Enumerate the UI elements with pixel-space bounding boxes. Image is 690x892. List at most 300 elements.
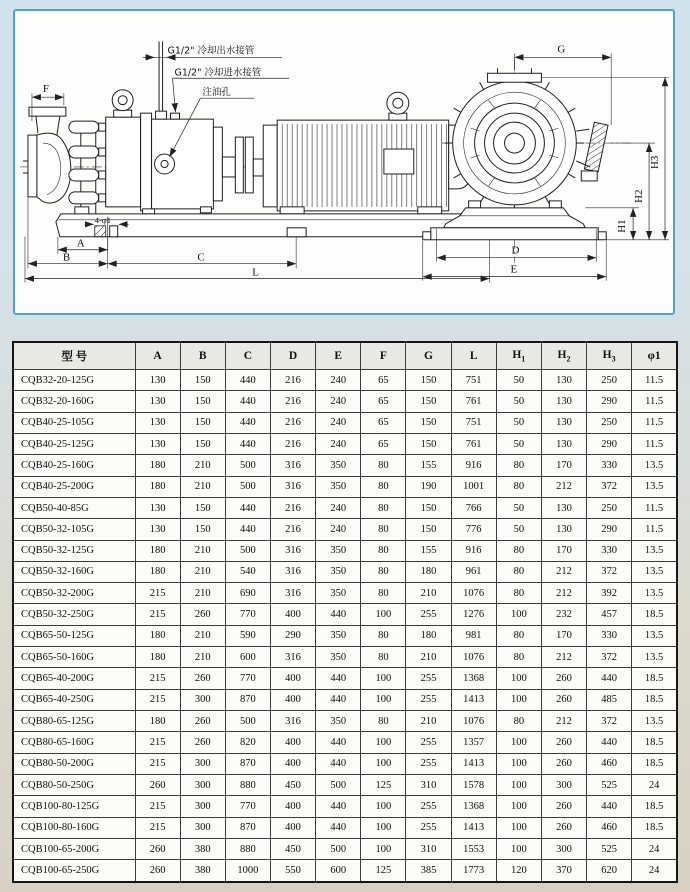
value-cell: 440 <box>587 732 632 753</box>
value-cell: 820 <box>225 732 270 753</box>
column-header: F <box>361 342 406 370</box>
value-cell: 1773 <box>451 860 496 882</box>
value-cell: 150 <box>406 497 451 518</box>
value-cell: 250 <box>587 497 632 518</box>
value-cell: 80 <box>361 561 406 582</box>
value-cell: 18.5 <box>632 604 677 625</box>
value-cell: 100 <box>361 689 406 710</box>
value-cell: 400 <box>270 817 315 838</box>
value-cell: 18.5 <box>632 796 677 817</box>
value-cell: 18.5 <box>632 732 677 753</box>
column-header: A <box>135 342 180 370</box>
value-cell: 216 <box>270 370 315 391</box>
value-cell: 215 <box>135 732 180 753</box>
dim-C-label: C <box>197 251 205 264</box>
value-cell: 240 <box>316 412 361 433</box>
table-row <box>13 391 677 412</box>
value-cell: 11.5 <box>632 412 677 433</box>
value-cell: 1001 <box>451 476 496 497</box>
model-cell: CQB100-80-160G <box>13 817 135 838</box>
value-cell: 100 <box>361 817 406 838</box>
value-cell: 500 <box>316 838 361 859</box>
value-cell: 100 <box>496 753 541 774</box>
value-cell: 290 <box>587 433 632 454</box>
value-cell: 180 <box>135 455 180 476</box>
value-cell: 260 <box>541 732 586 753</box>
value-cell: 100 <box>496 689 541 710</box>
value-cell: 1076 <box>451 647 496 668</box>
dim-E-label: E <box>510 263 518 276</box>
value-cell: 24 <box>632 860 677 882</box>
value-cell: 50 <box>496 497 541 518</box>
table-row <box>13 540 677 561</box>
column-header: C <box>225 342 270 370</box>
value-cell: 130 <box>541 391 586 412</box>
housing-flange <box>141 113 152 211</box>
model-cell: CQB80-65-160G <box>13 732 135 753</box>
model-cell: CQB50-32-160G <box>13 561 135 582</box>
value-cell: 65 <box>361 412 406 433</box>
value-cell: 350 <box>316 540 361 561</box>
value-cell: 24 <box>632 774 677 795</box>
value-cell: 125 <box>361 860 406 882</box>
value-cell: 260 <box>541 753 586 774</box>
value-cell: 1357 <box>451 732 496 753</box>
value-cell: 13.5 <box>632 455 677 476</box>
value-cell: 870 <box>225 753 270 774</box>
value-cell: 130 <box>541 519 586 540</box>
value-cell: 300 <box>180 817 225 838</box>
table-row <box>13 753 677 774</box>
model-cell: CQB50-32-250G <box>13 604 135 625</box>
value-cell: 350 <box>316 455 361 476</box>
value-cell: 260 <box>541 689 586 710</box>
value-cell: 300 <box>541 838 586 859</box>
model-cell: CQB65-50-125G <box>13 625 135 646</box>
value-cell: 255 <box>406 604 451 625</box>
value-cell: 260 <box>180 604 225 625</box>
value-cell: 260 <box>541 796 586 817</box>
cooling-outlet-fitting <box>156 111 167 119</box>
dim-G-label: G <box>557 43 566 56</box>
value-cell: 300 <box>180 689 225 710</box>
value-cell: 11.5 <box>632 370 677 391</box>
table-row <box>13 774 677 795</box>
table-row <box>13 732 677 753</box>
value-cell: 1553 <box>451 838 496 859</box>
value-cell: 50 <box>496 370 541 391</box>
value-cell: 232 <box>541 604 586 625</box>
value-cell: 180 <box>135 625 180 646</box>
value-cell: 300 <box>180 796 225 817</box>
value-cell: 18.5 <box>632 753 677 774</box>
value-cell: 150 <box>180 412 225 433</box>
value-cell: 80 <box>361 647 406 668</box>
value-cell: 1276 <box>451 604 496 625</box>
value-cell: 210 <box>180 583 225 604</box>
value-cell: 500 <box>316 774 361 795</box>
value-cell: 1000 <box>225 860 270 882</box>
value-cell: 80 <box>496 647 541 668</box>
column-header: G <box>406 342 451 370</box>
value-cell: 260 <box>541 817 586 838</box>
value-cell: 1076 <box>451 583 496 604</box>
value-cell: 761 <box>451 391 496 412</box>
value-cell: 255 <box>406 732 451 753</box>
value-cell: 180 <box>135 540 180 561</box>
model-cell: CQB32-20-125G <box>13 370 135 391</box>
value-cell: 210 <box>180 625 225 646</box>
value-cell: 170 <box>541 455 586 476</box>
value-cell: 440 <box>316 732 361 753</box>
column-header-model: 型 号 <box>13 342 135 370</box>
end-view <box>423 43 669 280</box>
value-cell: 350 <box>316 583 361 604</box>
value-cell: 761 <box>451 433 496 454</box>
value-cell: 330 <box>587 540 632 561</box>
cooling-inlet-label: G1/2" 冷却进水接管 <box>174 67 262 79</box>
value-cell: 100 <box>496 604 541 625</box>
value-cell: 130 <box>135 412 180 433</box>
value-cell: 11.5 <box>632 519 677 540</box>
value-cell: 190 <box>406 476 451 497</box>
value-cell: 216 <box>270 433 315 454</box>
pump-bracket <box>106 117 141 207</box>
volute-casing <box>37 133 71 203</box>
value-cell: 11.5 <box>632 391 677 412</box>
terminal-box <box>384 149 414 174</box>
model-cell: CQB40-25-105G <box>13 412 135 433</box>
dim-A-label: A <box>76 237 85 250</box>
value-cell: 600 <box>225 647 270 668</box>
value-cell: 50 <box>496 519 541 540</box>
pump-dimension-drawing <box>13 9 675 315</box>
value-cell: 372 <box>587 561 632 582</box>
value-cell: 240 <box>316 370 361 391</box>
value-cell: 316 <box>270 455 315 476</box>
value-cell: 180 <box>135 561 180 582</box>
value-cell: 80 <box>361 476 406 497</box>
value-cell: 50 <box>496 412 541 433</box>
top-pad <box>488 73 542 82</box>
value-cell: 880 <box>225 838 270 859</box>
value-cell: 130 <box>135 497 180 518</box>
dimension-table <box>12 341 678 883</box>
value-cell: 80 <box>496 583 541 604</box>
value-cell: 80 <box>361 583 406 604</box>
value-cell: 215 <box>135 817 180 838</box>
value-cell: 150 <box>180 519 225 540</box>
value-cell: 250 <box>587 412 632 433</box>
value-cell: 240 <box>316 391 361 412</box>
cooling-outlet-label: G1/2" 冷却出水接管 <box>167 45 255 57</box>
value-cell: 210 <box>406 647 451 668</box>
value-cell: 255 <box>406 689 451 710</box>
model-cell: CQB40-25-200G <box>13 476 135 497</box>
value-cell: 440 <box>316 796 361 817</box>
value-cell: 65 <box>361 370 406 391</box>
value-cell: 916 <box>451 455 496 476</box>
dim-H2-label: H2 <box>633 189 646 203</box>
value-cell: 590 <box>225 625 270 646</box>
value-cell: 460 <box>587 817 632 838</box>
motor <box>263 92 470 214</box>
casing-front <box>453 81 577 205</box>
value-cell: 385 <box>406 860 451 882</box>
value-cell: 150 <box>180 497 225 518</box>
model-cell: CQB65-40-250G <box>13 689 135 710</box>
value-cell: 18.5 <box>632 817 677 838</box>
value-cell: 80 <box>361 519 406 540</box>
value-cell: 100 <box>361 604 406 625</box>
value-cell: 440 <box>316 668 361 689</box>
value-cell: 770 <box>225 796 270 817</box>
model-cell: CQB40-25-125G <box>13 433 135 454</box>
table-row <box>13 689 677 710</box>
value-cell: 100 <box>496 732 541 753</box>
value-cell: 751 <box>451 370 496 391</box>
value-cell: 380 <box>180 838 225 859</box>
column-header: D <box>270 342 315 370</box>
value-cell: 255 <box>406 796 451 817</box>
value-cell: 13.5 <box>632 561 677 582</box>
value-cell: 150 <box>180 391 225 412</box>
table-row <box>13 817 677 838</box>
column-header: φ1 <box>632 342 677 370</box>
value-cell: 18.5 <box>632 689 677 710</box>
value-cell: 440 <box>316 753 361 774</box>
value-cell: 260 <box>135 838 180 859</box>
value-cell: 766 <box>451 497 496 518</box>
value-cell: 1368 <box>451 668 496 689</box>
model-cell: CQB100-65-250G <box>13 860 135 882</box>
value-cell: 150 <box>406 519 451 540</box>
value-cell: 120 <box>496 860 541 882</box>
value-cell: 440 <box>587 796 632 817</box>
value-cell: 150 <box>406 391 451 412</box>
value-cell: 80 <box>496 540 541 561</box>
value-cell: 240 <box>316 519 361 540</box>
column-header: $H_1$ <box>496 342 541 370</box>
value-cell: 215 <box>135 668 180 689</box>
value-cell: 13.5 <box>632 540 677 561</box>
value-cell: 155 <box>406 540 451 561</box>
value-cell: 961 <box>451 561 496 582</box>
value-cell: 240 <box>316 433 361 454</box>
value-cell: 370 <box>541 860 586 882</box>
table-row <box>13 433 677 454</box>
model-cell: CQB50-40-85G <box>13 497 135 518</box>
column-header: L <box>451 342 496 370</box>
pump-drawing-svg <box>15 11 673 313</box>
value-cell: 150 <box>180 433 225 454</box>
value-cell: 500 <box>225 540 270 561</box>
table-row <box>13 625 677 646</box>
value-cell: 180 <box>406 561 451 582</box>
value-cell: 255 <box>406 753 451 774</box>
value-cell: 130 <box>541 433 586 454</box>
table-header <box>13 342 677 370</box>
value-cell: 11.5 <box>632 433 677 454</box>
value-cell: 300 <box>541 774 586 795</box>
model-cell: CQB40-25-160G <box>13 455 135 476</box>
value-cell: 981 <box>451 625 496 646</box>
cooling-inlet-fitting <box>171 113 180 119</box>
value-cell: 130 <box>135 370 180 391</box>
value-cell: 100 <box>361 838 406 859</box>
table-row <box>13 860 677 882</box>
value-cell: 100 <box>361 753 406 774</box>
value-cell: 525 <box>587 838 632 859</box>
value-cell: 216 <box>270 497 315 518</box>
value-cell: 130 <box>135 519 180 540</box>
value-cell: 316 <box>270 711 315 732</box>
value-cell: 1413 <box>451 689 496 710</box>
value-cell: 770 <box>225 604 270 625</box>
table-row <box>13 796 677 817</box>
value-cell: 210 <box>180 455 225 476</box>
model-cell: CQB65-40-200G <box>13 668 135 689</box>
table-row <box>13 519 677 540</box>
value-cell: 255 <box>406 668 451 689</box>
value-cell: 485 <box>587 689 632 710</box>
value-cell: 310 <box>406 774 451 795</box>
suction-flange <box>28 135 37 197</box>
value-cell: 80 <box>361 540 406 561</box>
dim-H1-label: H1 <box>616 219 629 233</box>
anchor-holes-label: 4-φ1 <box>94 214 111 225</box>
value-cell: 870 <box>225 817 270 838</box>
value-cell: 80 <box>496 561 541 582</box>
value-cell: 440 <box>225 519 270 540</box>
column-header: E <box>316 342 361 370</box>
value-cell: 212 <box>541 561 586 582</box>
value-cell: 400 <box>270 796 315 817</box>
value-cell: 260 <box>180 668 225 689</box>
value-cell: 100 <box>496 796 541 817</box>
table-row <box>13 561 677 582</box>
table-row <box>13 412 677 433</box>
value-cell: 525 <box>587 774 632 795</box>
value-cell: 215 <box>135 583 180 604</box>
oil-fill-label: 注油孔 <box>202 87 231 99</box>
value-cell: 210 <box>180 647 225 668</box>
value-cell: 13.5 <box>632 583 677 604</box>
lifting-eye-bracket <box>112 90 133 117</box>
value-cell: 1413 <box>451 817 496 838</box>
value-cell: 13.5 <box>632 711 677 732</box>
value-cell: 350 <box>316 561 361 582</box>
value-cell: 440 <box>225 391 270 412</box>
value-cell: 11.5 <box>632 497 677 518</box>
value-cell: 440 <box>316 689 361 710</box>
dim-L-label: L <box>252 266 259 279</box>
value-cell: 210 <box>406 583 451 604</box>
value-cell: 500 <box>225 476 270 497</box>
model-cell: CQB80-50-250G <box>13 774 135 795</box>
value-cell: 150 <box>406 433 451 454</box>
value-cell: 316 <box>270 540 315 561</box>
value-cell: 210 <box>180 540 225 561</box>
value-cell: 440 <box>225 412 270 433</box>
table-row <box>13 455 677 476</box>
value-cell: 300 <box>180 774 225 795</box>
value-cell: 80 <box>496 476 541 497</box>
value-cell: 450 <box>270 774 315 795</box>
value-cell: 540 <box>225 561 270 582</box>
value-cell: 170 <box>541 625 586 646</box>
value-cell: 550 <box>270 860 315 882</box>
value-cell: 130 <box>541 497 586 518</box>
value-cell: 400 <box>270 668 315 689</box>
value-cell: 880 <box>225 774 270 795</box>
model-cell: CQB65-50-160G <box>13 647 135 668</box>
value-cell: 770 <box>225 668 270 689</box>
value-cell: 215 <box>135 689 180 710</box>
value-cell: 310 <box>406 838 451 859</box>
model-cell: CQB100-65-200G <box>13 838 135 859</box>
column-header: $H_2$ <box>541 342 586 370</box>
value-cell: 180 <box>135 647 180 668</box>
table-row <box>13 476 677 497</box>
value-cell: 460 <box>587 753 632 774</box>
value-cell: 500 <box>225 455 270 476</box>
value-cell: 440 <box>225 433 270 454</box>
value-cell: 392 <box>587 583 632 604</box>
value-cell: 350 <box>316 647 361 668</box>
value-cell: 212 <box>541 711 586 732</box>
value-cell: 870 <box>225 689 270 710</box>
value-cell: 260 <box>541 668 586 689</box>
value-cell: 440 <box>316 604 361 625</box>
value-cell: 290 <box>587 519 632 540</box>
value-cell: 24 <box>632 838 677 859</box>
value-cell: 80 <box>496 625 541 646</box>
value-cell: 210 <box>180 476 225 497</box>
table-row <box>13 370 677 391</box>
value-cell: 18.5 <box>632 668 677 689</box>
discharge-flange <box>29 107 66 116</box>
value-cell: 170 <box>541 540 586 561</box>
value-cell: 212 <box>541 647 586 668</box>
value-cell: 260 <box>180 711 225 732</box>
value-cell: 450 <box>270 838 315 859</box>
coupling <box>222 137 263 193</box>
value-cell: 80 <box>496 711 541 732</box>
value-cell: 776 <box>451 519 496 540</box>
value-cell: 290 <box>270 625 315 646</box>
value-cell: 316 <box>270 561 315 582</box>
value-cell: 1368 <box>451 796 496 817</box>
value-cell: 180 <box>135 476 180 497</box>
value-cell: 690 <box>225 583 270 604</box>
value-cell: 1578 <box>451 774 496 795</box>
dim-D-label: D <box>511 244 520 257</box>
dim-B-label: B <box>62 251 71 264</box>
value-cell: 316 <box>270 583 315 604</box>
value-cell: 1076 <box>451 711 496 732</box>
value-cell: 150 <box>406 412 451 433</box>
value-cell: 212 <box>541 476 586 497</box>
value-cell: 260 <box>180 732 225 753</box>
side-view <box>20 41 490 282</box>
table-row <box>13 604 677 625</box>
value-cell: 1413 <box>451 753 496 774</box>
value-cell: 350 <box>316 711 361 732</box>
value-cell: 100 <box>496 774 541 795</box>
value-cell: 155 <box>406 455 451 476</box>
value-cell: 250 <box>587 370 632 391</box>
